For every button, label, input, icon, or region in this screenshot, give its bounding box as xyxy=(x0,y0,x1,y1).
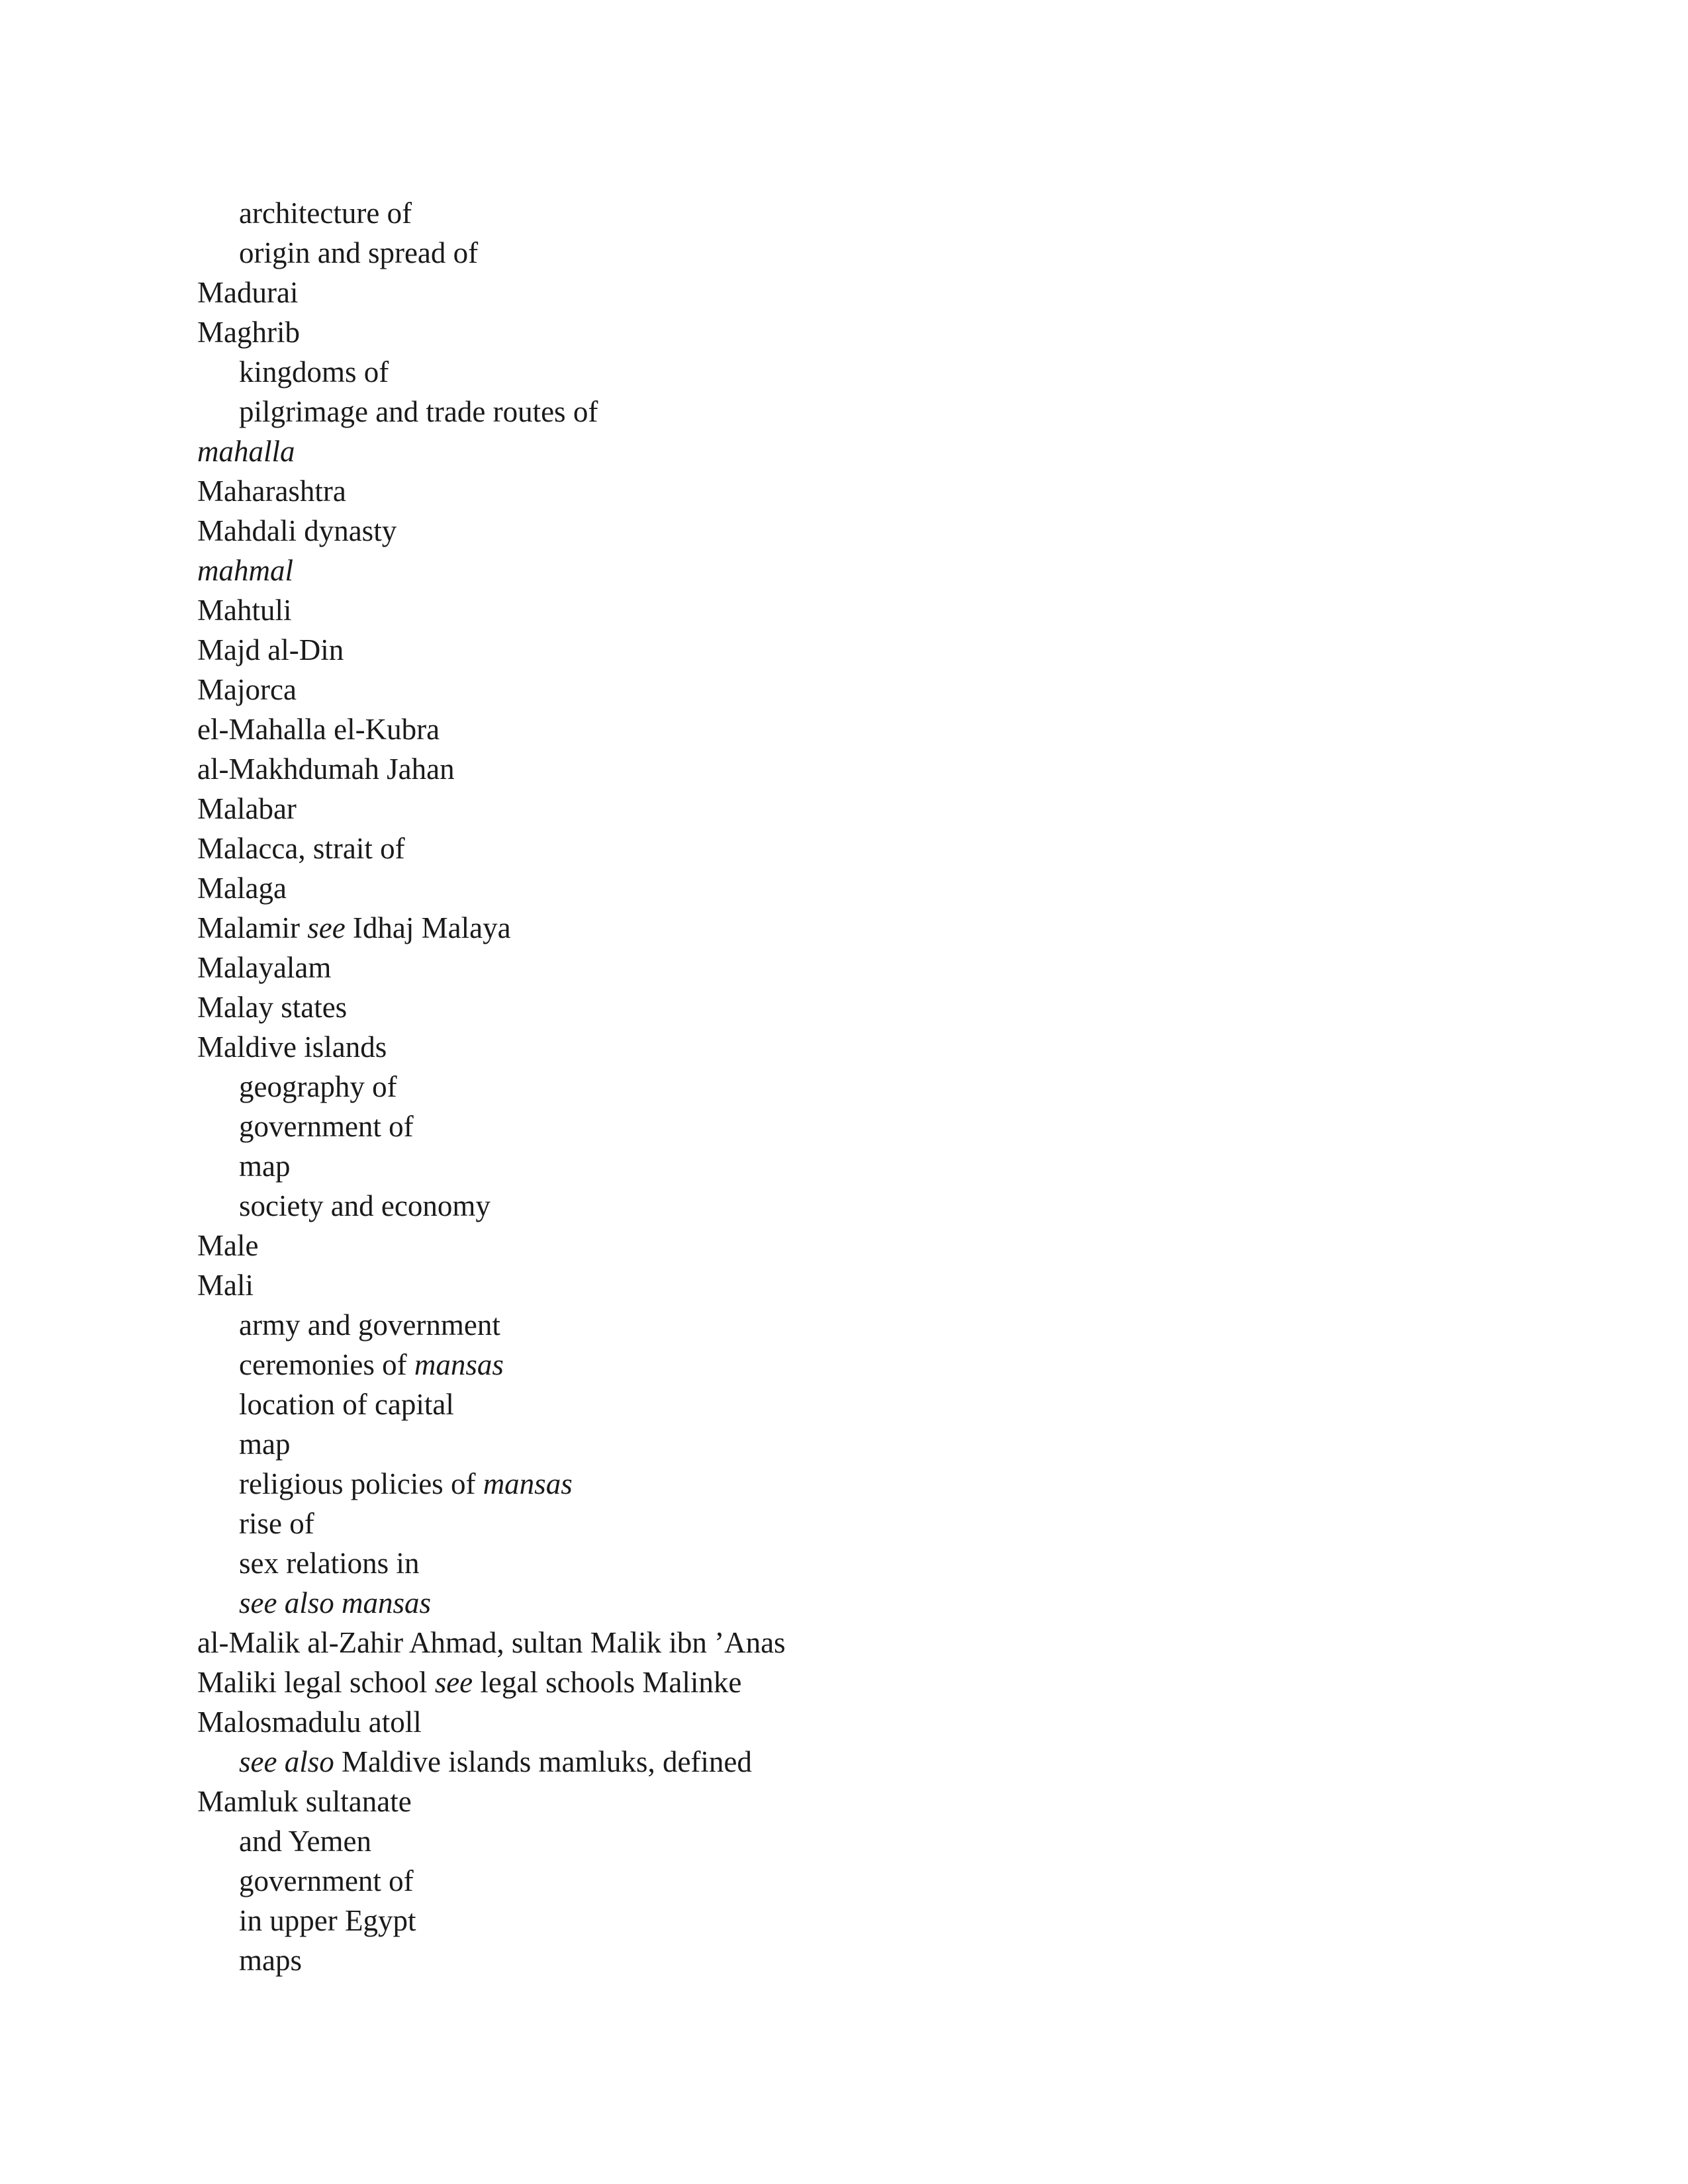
entry-text: Idhaj Malaya xyxy=(345,911,511,944)
index-subentry xyxy=(197,1464,786,1504)
index-entry xyxy=(197,709,786,749)
entry-text: map xyxy=(239,1428,291,1461)
index-entry xyxy=(197,987,786,1027)
index-subentry xyxy=(197,1940,786,1980)
index-entry xyxy=(197,630,786,670)
entry-text: Maharashtra xyxy=(197,475,346,508)
index-entry-list xyxy=(197,193,786,1980)
index-entry xyxy=(197,511,786,551)
entry-text: al-Makhdumah Jahan xyxy=(197,752,455,786)
entry-text: origin and spread of xyxy=(239,236,479,269)
index-subentry xyxy=(197,1504,786,1543)
index-entry xyxy=(197,1623,786,1662)
entry-text: Mahdali dynasty xyxy=(197,514,397,547)
entry-text: kingdoms of xyxy=(239,355,389,388)
entry-text: government of xyxy=(239,1864,414,1897)
italic-text: mahmal xyxy=(197,554,293,587)
entry-text: al-Malik al-Zahir Ahmad, sultan Malik ibn ’Anas xyxy=(197,1626,786,1659)
entry-text: Mahtuli xyxy=(197,594,292,627)
entry-text: Madurai xyxy=(197,276,299,309)
entry-text: ceremonies of xyxy=(239,1348,414,1381)
index-subentry xyxy=(197,1345,786,1385)
entry-text: Maldive islands mamluks, defined xyxy=(334,1745,752,1778)
index-subentry xyxy=(197,1543,786,1583)
index-subentry xyxy=(197,1583,786,1623)
entry-text: Malamir xyxy=(197,911,308,944)
index-subentry xyxy=(197,1821,786,1861)
index-subentry xyxy=(197,1901,786,1940)
entry-text: Malayalam xyxy=(197,951,332,984)
entry-text: el-Mahalla el-Kubra xyxy=(197,713,440,746)
entry-text: society and economy xyxy=(239,1189,491,1222)
index-subentry xyxy=(197,1742,786,1782)
entry-text: Maldive islands xyxy=(197,1030,387,1064)
index-entry xyxy=(197,273,786,312)
index-subentry xyxy=(197,1107,786,1146)
entry-text: in upper Egypt xyxy=(239,1904,416,1937)
index-entry xyxy=(197,1702,786,1742)
index-entry xyxy=(197,1782,786,1821)
entry-text: pilgrimage and trade routes of xyxy=(239,395,598,428)
index-subentry xyxy=(197,1067,786,1107)
index-entry xyxy=(197,471,786,511)
index-entry xyxy=(197,829,786,868)
index-subentry xyxy=(197,1305,786,1345)
index-entry xyxy=(197,868,786,908)
index-entry xyxy=(197,551,786,590)
entry-text: Malacca, strait of xyxy=(197,832,405,865)
italic-text: see also mansas xyxy=(239,1586,431,1619)
entry-text: Majorca xyxy=(197,673,297,706)
index-entry xyxy=(197,789,786,829)
entry-text: architecture of xyxy=(239,197,412,230)
index-subentry xyxy=(197,352,786,392)
index-entry xyxy=(197,749,786,789)
entry-text: government of xyxy=(239,1110,414,1143)
entry-text: Male xyxy=(197,1229,259,1262)
index-entry xyxy=(197,948,786,987)
index-subentry xyxy=(197,1385,786,1424)
index-entry xyxy=(197,1662,786,1702)
entry-text: Majd al-Din xyxy=(197,633,344,666)
italic-text: mansas xyxy=(483,1467,573,1500)
entry-text: map xyxy=(239,1150,291,1183)
index-entry xyxy=(197,432,786,471)
entry-text: Malosmadulu atoll xyxy=(197,1706,422,1739)
italic-text: see xyxy=(434,1666,473,1699)
entry-text: Malaga xyxy=(197,872,287,905)
entry-text: Maghrib xyxy=(197,316,300,349)
italic-text: mahalla xyxy=(197,435,295,468)
entry-text: Malabar xyxy=(197,792,297,825)
entry-text: Mamluk sultanate xyxy=(197,1785,412,1818)
index-subentry xyxy=(197,1424,786,1464)
index-entry xyxy=(197,908,786,948)
index-entry xyxy=(197,312,786,352)
entry-text: legal schools Malinke xyxy=(473,1666,742,1699)
index-entry xyxy=(197,1226,786,1265)
entry-text: location of capital xyxy=(239,1388,454,1421)
index-subentry xyxy=(197,1146,786,1186)
index-subentry xyxy=(197,392,786,432)
index-entry xyxy=(197,1265,786,1305)
entry-text: geography of xyxy=(239,1070,397,1103)
entry-text: rise of xyxy=(239,1507,314,1540)
entry-text: Maliki legal school xyxy=(197,1666,435,1699)
index-subentry xyxy=(197,1861,786,1901)
index-entry xyxy=(197,1027,786,1067)
entry-text: Malay states xyxy=(197,991,348,1024)
entry-text: sex relations in xyxy=(239,1547,420,1580)
entry-text: Mali xyxy=(197,1269,254,1302)
italic-text: mansas xyxy=(414,1348,504,1381)
italic-text: see xyxy=(307,911,346,944)
entry-text: army and government xyxy=(239,1308,500,1342)
entry-text: religious policies of xyxy=(239,1467,483,1500)
entry-text: and Yemen xyxy=(239,1825,371,1858)
index-subentry xyxy=(197,1186,786,1226)
index-entry xyxy=(197,670,786,709)
index-subentry xyxy=(197,233,786,273)
entry-text: maps xyxy=(239,1944,302,1977)
italic-text: see also xyxy=(239,1745,334,1778)
index-subentry xyxy=(197,193,786,233)
index-entry xyxy=(197,590,786,630)
